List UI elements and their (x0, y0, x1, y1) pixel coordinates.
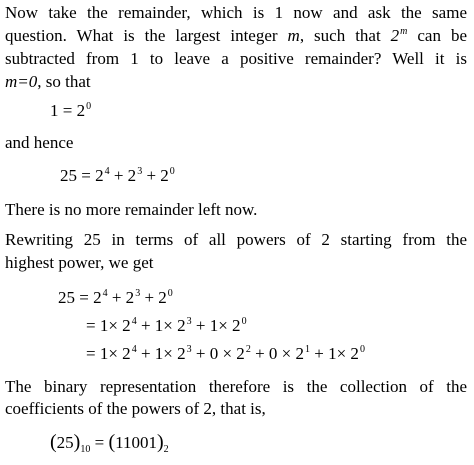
equation-2: $25 = 2^4 + 2^3 + 2^0$ (60, 166, 175, 185)
paragraph2-line2: highest power, we get (5, 253, 154, 272)
no-remainder-text: There is no more remainder left now. (5, 200, 258, 219)
equation-1: $1 = 2^0$ (50, 101, 92, 120)
equation-3-row2: = $1\times 2^4 + 1\times 2^3 + 1\times 2^0$ (86, 316, 247, 335)
equation-3-row3: = $1\times 2^4 + 1\times 2^3 + 0 \times 2^2 + 0 \times 2^1 + 1\times 2^0$ (86, 344, 365, 363)
equation-4-binary: $(25)_{10} = (11001)_2$ (50, 431, 169, 455)
equation-3-row1: $25 = 2^4 + 2^3 + 2^0$ (58, 288, 173, 307)
paragraph3-line2: coefficients of the powers of 2, that is, (5, 399, 266, 418)
paragraph3-line1: The binary representation therefore is the collection of the (5, 377, 467, 396)
paragraph1-line1: Now take the remainder, which is 1 now and ask the same (5, 3, 467, 22)
variable-m: m (287, 26, 300, 45)
paragraph2-line1: Rewriting 25 in terms of all powers of 2 starting from the (5, 230, 467, 249)
paragraph1-line4: m=0, so that (5, 72, 91, 91)
power-2-m: 2$^m$ (390, 26, 408, 45)
paragraph1-line2: question. What is the largest integer m, such that 2$^m$ can be (5, 26, 467, 45)
paragraph1-line3: subtracted from 1 to leave a positive remainder? Well it is (5, 49, 467, 68)
and-hence-text: and hence (5, 133, 74, 152)
